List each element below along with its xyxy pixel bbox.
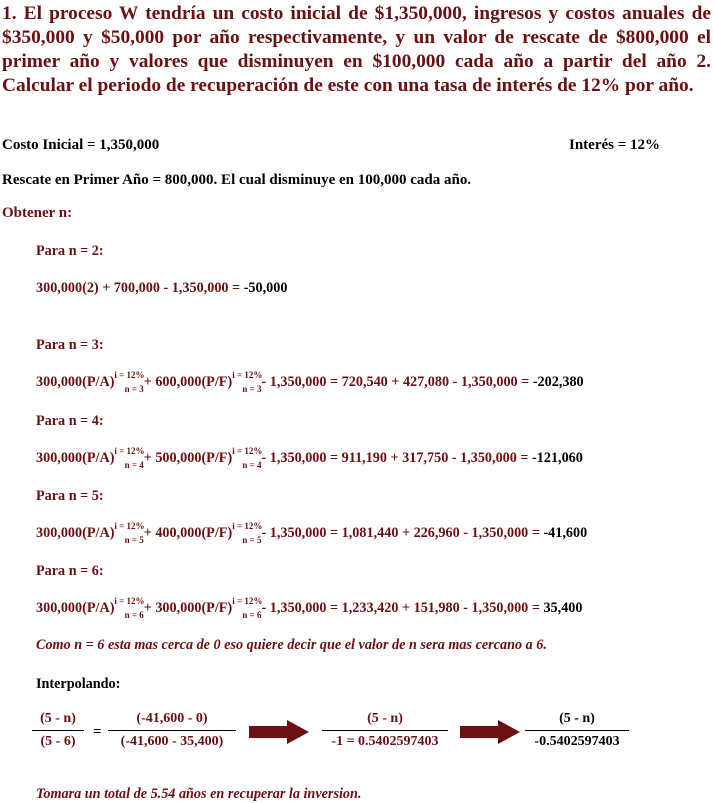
interest-sup: i = 12% [232,521,263,532]
eq-n6-result: 35,400 [543,600,583,616]
eq-n6-rest: - 1,350,000 = 1,233,420 + 151,980 - 1,350,000 = [261,600,544,616]
n-sub: n = 5 [242,534,262,545]
interest-sup: i = 12% [114,446,145,457]
fraction-2-num: (-41,600 - 0) [136,711,208,726]
eq-n2-text: 300,000(2) + 700,000 - 1,350,000 = [36,280,244,296]
equals-sign: = [93,724,102,740]
fraction-3-num: (5 - n) [367,711,403,726]
eq-n4-result: -121,060 [532,450,583,466]
eq-n5-b: + 400,000 [143,525,202,541]
fraction-4 [525,711,629,750]
interest-sup: i = 12% [114,370,145,381]
fraction-1-num: (5 - n) [40,711,76,726]
final-conclusion: Tomara un total de 5.54 años en recuperar la inversion. [36,786,362,802]
interes: Interés = 12% [569,137,661,153]
para-n3: Para n = 3: [36,337,104,353]
para-n4: Para n = 4: [36,413,104,429]
fraction-bar [108,730,236,731]
eq-n3-a: 300,000 [36,374,83,390]
eq-n3-b: + 600,000 [143,374,202,390]
interest-sup: i = 12% [232,596,263,607]
pf-label: (P/F) [201,600,233,616]
eq-n4-b: + 500,000 [143,450,202,466]
para-n2: Para n = 2: [36,243,104,259]
n-sub: n = 4 [242,459,262,470]
eq-n3-rest: - 1,350,000 = 720,540 + 427,080 - 1,350,000 = [261,374,533,390]
eq-n2 [36,280,287,297]
fraction-bar [32,730,84,731]
n-sub: n = 6 [124,609,144,620]
interest-sup: i = 12% [114,521,145,532]
pa-label: (P/A) [82,374,115,390]
interest-sup: i = 12% [232,446,263,457]
eq-n4-a: 300,000 [36,450,83,466]
eq-n6-a: 300,000 [36,600,83,616]
fraction-bar [525,730,629,731]
interest-sup: i = 12% [232,370,263,381]
fraction-bar [322,730,448,731]
eq-n3 [36,370,584,394]
costo-inicial: Costo Inicial = 1,350,000 [2,137,160,153]
fraction-4-den: -0.5402597403 [534,734,620,750]
eq-n6-b: + 300,000 [143,600,202,616]
fraction-3-den: -1 = 0.5402597403 [331,734,439,750]
pf-label: (P/F) [201,374,233,390]
eq-n5-rest: - 1,350,000 = 1,081,440 + 226,960 - 1,350,000 = [261,525,544,541]
fraction-2 [108,711,236,750]
arrow-right-icon [460,720,520,744]
eq-n6 [36,596,583,620]
eq-n2-result: -50,000 [243,280,288,296]
n-sub: n = 3 [124,383,144,394]
pa-label: (P/A) [82,450,115,466]
eq-n3-result: -202,380 [532,374,584,390]
eq-n4 [36,446,583,470]
pa-label: (P/A) [82,525,115,541]
eq-n5-a: 300,000 [36,525,83,541]
para-n6: Para n = 6: [36,563,104,579]
n-sub: n = 5 [124,534,144,545]
interest-sup: i = 12% [114,596,145,607]
pa-label: (P/A) [82,600,115,616]
eq-n5-result: -41,600 [543,525,588,541]
fraction-2-den: (-41,600 - 35,400) [120,734,224,750]
fraction-4-num: (5 - n) [559,711,595,726]
para-n5: Para n = 5: [36,488,104,504]
eq-n4-rest: - 1,350,000 = 911,190 + 317,750 - 1,350,000 = [261,450,533,466]
conclusion-n6: Como n = 6 esta mas cerca de 0 eso quiere decir que el valor de n sera mas cercano a 6. [36,637,547,653]
fraction-1 [32,711,84,750]
eq-n5 [36,521,588,545]
arrow-right-icon [249,720,309,744]
fraction-3 [322,711,448,750]
interpolando-heading: Interpolando: [36,676,121,692]
obtener-n: Obtener n: [2,205,73,221]
n-sub: n = 3 [242,383,262,394]
n-sub: n = 6 [242,609,262,620]
pf-label: (P/F) [201,525,233,541]
n-sub: n = 4 [124,459,144,470]
fraction-1-den: (5 - 6) [40,734,76,750]
pf-label: (P/F) [201,450,233,466]
rescate: Rescate en Primer Año = 800,000. El cual disminuye en 100,000 cada año. [2,172,472,188]
problem-statement: 1. El proceso W tendría un costo inicial de $1,350,000, ingresos y costos anuales de $350,000 y $50,000 por año respectivamente, y un valor de rescate de $800,000 el primer año y valores que disminuyen en $100,000 cada año a partir del año 2. Calcular el periodo de recuperación de este con una tasa de interés de 12% por año. [2,3,711,96]
